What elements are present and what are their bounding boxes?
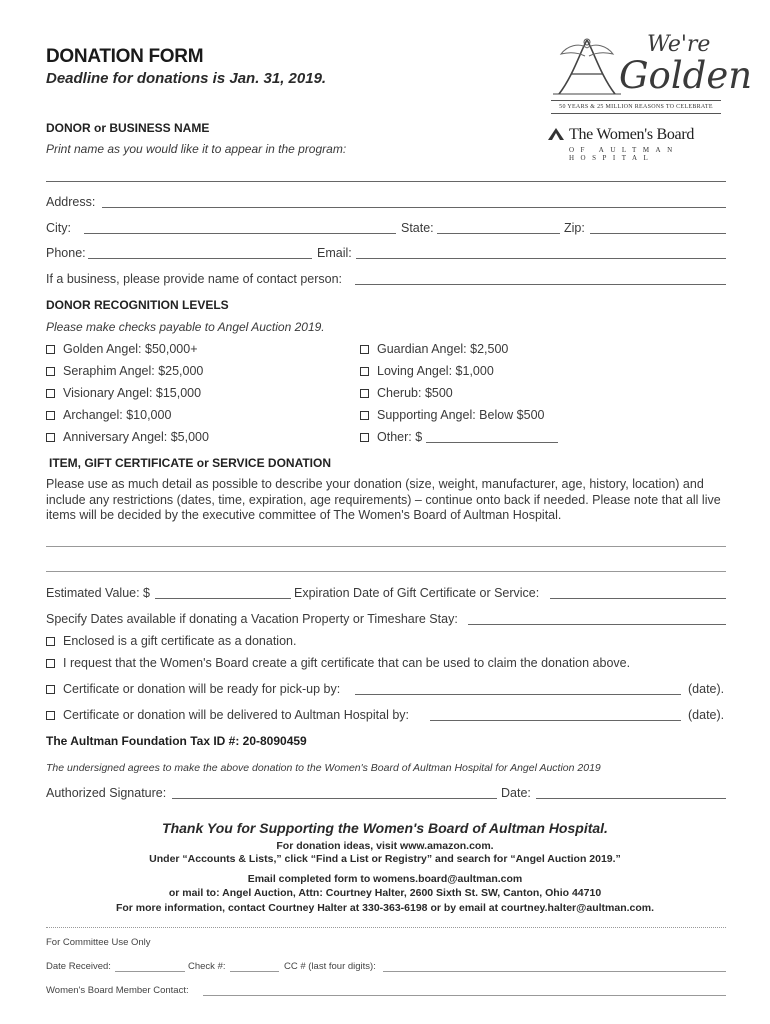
zip-field[interactable]: [590, 233, 726, 234]
date-received-field[interactable]: [115, 971, 185, 972]
option-enclosed-certificate[interactable]: Enclosed is a gift certificate as a donation.: [46, 634, 296, 649]
expiration-date-field[interactable]: [550, 598, 726, 599]
vacation-dates-field[interactable]: [468, 624, 726, 625]
contact-person-field[interactable]: [355, 284, 726, 285]
donation-ideas-line-1: For donation ideas, visit www.amazon.com.: [276, 840, 494, 852]
email-label: Email:: [317, 246, 352, 260]
agreement-statement: The undersigned agrees to make the above donation to the Women's Board of Aultman Hospital for Angel Auction 2019: [46, 762, 601, 774]
address-field[interactable]: [102, 207, 726, 208]
estimated-value-field[interactable]: [155, 598, 291, 599]
checkbox-icon[interactable]: [46, 367, 55, 376]
contact-person-label: If a business, please provide name of contact person:: [46, 272, 343, 286]
level-supporting-angel[interactable]: Supporting Angel: Below $500: [360, 408, 545, 423]
form-title: DONATION FORM: [46, 46, 204, 67]
checkbox-icon[interactable]: [46, 659, 55, 668]
pickup-date-suffix: (date).: [688, 682, 725, 696]
recognition-heading: DONOR RECOGNITION LEVELS: [46, 298, 229, 312]
address-label: Address:: [46, 195, 96, 209]
item-description-instructions: Please use as much detail as possible to describe your donation (size, weight, manufacturer, age, history, location) and include any restrictions (dates, time, expiration, age requirements) – continue onto back if needed. Please note that all live items will be decided by the executive committee of The Women's Board of Aultman Hospital.: [46, 477, 721, 522]
member-contact-field[interactable]: [203, 995, 726, 996]
donor-name-heading: DONOR or BUSINESS NAME: [46, 121, 210, 135]
checkbox-icon[interactable]: [360, 345, 369, 354]
other-amount-field[interactable]: [426, 442, 558, 443]
member-contact-label: Women's Board Member Contact:: [46, 985, 189, 996]
check-payable-note: Please make checks payable to Angel Auction 2019.: [46, 320, 325, 334]
cc-digits-label: CC # (last four digits):: [284, 961, 376, 972]
angel-emblem-icon: [551, 36, 623, 98]
signature-field[interactable]: [172, 798, 497, 799]
logo-org-sub: OF AULTMAN HOSPITAL: [569, 146, 679, 162]
estimated-value-label: Estimated Value: $: [46, 586, 150, 600]
item-description-line-1[interactable]: [46, 546, 726, 547]
womens-board-logo: [543, 30, 753, 162]
check-number-label: Check #:: [188, 961, 226, 972]
checkbox-icon[interactable]: [46, 711, 55, 720]
option-pickup[interactable]: Certificate or donation will be ready for pick-up by:: [46, 682, 340, 697]
city-label: City:: [46, 221, 71, 235]
email-field[interactable]: [356, 258, 726, 259]
state-field[interactable]: [437, 233, 560, 234]
option-create-certificate[interactable]: I request that the Women's Board create a gift certificate that can be used to claim the donation above.: [46, 656, 630, 671]
checkbox-icon[interactable]: [46, 345, 55, 354]
logo-org-name: The Women's Board: [569, 126, 695, 143]
level-guardian-angel[interactable]: Guardian Angel: $2,500: [360, 342, 508, 357]
vacation-dates-label: Specify Dates available if donating a Vacation Property or Timeshare Stay:: [46, 612, 458, 626]
checkbox-icon[interactable]: [360, 411, 369, 420]
level-archangel[interactable]: Archangel: $10,000: [46, 408, 171, 423]
womens-board-mark-icon: [547, 127, 565, 141]
level-cherub[interactable]: Cherub: $500: [360, 386, 453, 401]
delivery-date-field[interactable]: [430, 720, 681, 721]
pickup-date-field[interactable]: [355, 694, 681, 695]
committee-heading: For Committee Use Only: [46, 937, 151, 948]
level-golden-angel[interactable]: Golden Angel: $50,000+: [46, 342, 198, 357]
checkbox-icon[interactable]: [46, 389, 55, 398]
phone-label: Phone:: [46, 246, 86, 260]
option-delivered[interactable]: Certificate or donation will be delivered to Aultman Hospital by:: [46, 708, 409, 723]
zip-label: Zip:: [564, 221, 585, 235]
donation-ideas-line-2: Under “Accounts & Lists,” click “Find a List or Registry” and search for “Angel Auction 2019.”: [149, 853, 621, 865]
checkbox-icon[interactable]: [46, 637, 55, 646]
checkbox-icon[interactable]: [46, 685, 55, 694]
committee-divider: [46, 927, 726, 928]
signature-date-field[interactable]: [536, 798, 726, 799]
donor-name-instruction: Print name as you would like it to appear in the program:: [46, 142, 347, 156]
cc-digits-field[interactable]: [383, 971, 726, 972]
signature-date-label: Date:: [501, 786, 531, 800]
logo-tagline: 50 YEARS & 25 MILLION REASONS TO CELEBRATE: [551, 100, 721, 114]
checkbox-icon[interactable]: [46, 411, 55, 420]
donor-name-field[interactable]: [46, 181, 726, 182]
item-description-line-2[interactable]: [46, 571, 726, 572]
checkbox-icon[interactable]: [360, 433, 369, 442]
thank-you-message: Thank You for Supporting the Women's Board of Aultman Hospital.: [162, 820, 608, 836]
expiration-date-label: Expiration Date of Gift Certificate or Service:: [294, 586, 540, 600]
signature-label: Authorized Signature:: [46, 786, 167, 800]
state-label: State:: [401, 221, 434, 235]
level-visionary-angel[interactable]: Visionary Angel: $15,000: [46, 386, 201, 401]
tax-id: The Aultman Foundation Tax ID #: 20-8090459: [46, 734, 307, 748]
level-other[interactable]: Other: $: [360, 430, 422, 445]
phone-field[interactable]: [88, 258, 312, 259]
item-donation-heading: ITEM, GIFT CERTIFICATE or SERVICE DONATION: [49, 456, 332, 470]
checkbox-icon[interactable]: [360, 367, 369, 376]
delivery-date-suffix: (date).: [688, 708, 725, 722]
check-number-field[interactable]: [230, 971, 279, 972]
logo-script-top: We're: [647, 32, 711, 57]
checkbox-icon[interactable]: [46, 433, 55, 442]
checkbox-icon[interactable]: [360, 389, 369, 398]
deadline-subtitle: Deadline for donations is Jan. 31, 2019.: [46, 70, 327, 87]
logo-script-main: Golden: [619, 54, 753, 97]
city-field[interactable]: [84, 233, 396, 234]
level-anniversary-angel[interactable]: Anniversary Angel: $5,000: [46, 430, 209, 445]
level-seraphim-angel[interactable]: Seraphim Angel: $25,000: [46, 364, 203, 379]
date-received-label: Date Received:: [46, 961, 111, 972]
level-loving-angel[interactable]: Loving Angel: $1,000: [360, 364, 494, 379]
email-instructions: Email completed form to womens.board@aultman.com: [247, 873, 523, 885]
mail-instructions: or mail to: Angel Auction, Attn: Courtney Halter, 2600 Sixth St. SW, Canton, Ohio 44710: [168, 887, 602, 899]
contact-info: For more information, contact Courtney Halter at 330-363-6198 or by email at courtney.halter@aultman.com.: [115, 902, 655, 914]
